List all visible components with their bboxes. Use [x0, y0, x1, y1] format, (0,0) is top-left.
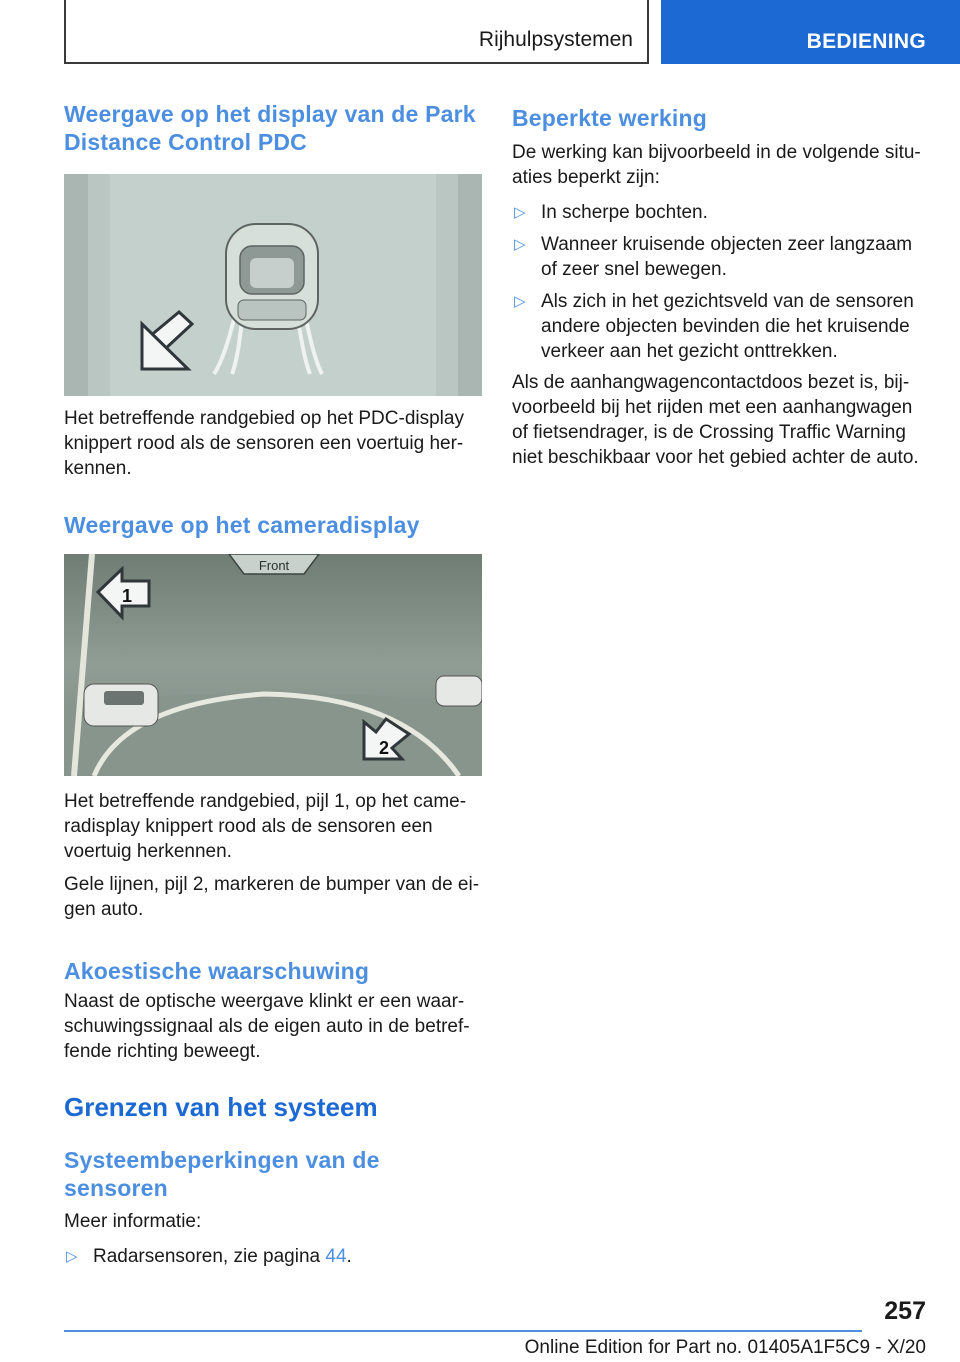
pdc-display-figure — [64, 174, 482, 396]
limited-intro: De werking kan bijvoorbeeld in de volgende situ-aties beperkt zijn: — [512, 142, 921, 188]
edition-footer: Online Edition for Part no. 01405A1F5C9 - X/20 — [524, 1337, 926, 1358]
page-number: 257 — [884, 1297, 926, 1325]
limits-heading: Grenzen van het systeem — [64, 1092, 378, 1122]
arrow-label-2: 2 — [379, 738, 390, 758]
acoustic-text: Naast de optische weergave klinkt er een waar-schuwingssignaal als de eigen auto in de betref-fende richting beweegt. — [64, 991, 470, 1062]
camera-text-2: Gele lijnen, pijl 2, markeren de bumper van de ei-gen auto. — [64, 874, 480, 920]
chapter-tab[interactable] — [661, 0, 960, 64]
bullet-text: Als zich in het gezichtsveld van de sensoren andere objecten bevinden die het kruisende verkeer aan het gezicht onttrekken. — [541, 291, 914, 362]
trailer-text: Als de aanhangwagencontactdoos bezet is, bij-voorbeeld bij het rijden met een aanhangwagen of fietsendrager, is de Crossing Traffic Warning niet beschikbaar voor het gebied achter de auto. — [512, 372, 919, 468]
camera-text-1: Het betreffende randgebied, pijl 1, op het came-radisplay knippert rood als de sensoren een voertuig herkennen. — [64, 791, 467, 862]
page-link-44[interactable]: 44 — [325, 1246, 347, 1267]
list-item — [512, 232, 932, 282]
camera-display-figure — [64, 554, 482, 776]
camera-heading: Weergave op het cameradisplay — [64, 512, 420, 538]
list-item — [512, 200, 932, 225]
bullet-triangle-icon: ▷ — [514, 293, 526, 310]
radar-bullet-end: . — [346, 1246, 352, 1267]
sensor-limits-heading: Systeembeperkingen van de sensoren — [64, 1147, 380, 1201]
acoustic-heading: Akoestische waarschuwing — [64, 958, 370, 984]
bullet-text: In scherpe bochten. — [541, 202, 708, 223]
pdc-heading: Weergave op het display van de Park Distance Control PDC — [64, 101, 476, 155]
bullet-triangle-icon: ▷ — [514, 236, 526, 253]
left-column — [64, 100, 482, 1269]
footer-rule — [64, 1330, 862, 1332]
bullet-triangle-icon: ▷ — [66, 1248, 78, 1265]
list-item — [512, 289, 932, 364]
bullet-text: Wanneer kruisende objecten zeer langzaam of zeer snel bewegen. — [541, 234, 913, 280]
chapter-label: BEDIENING — [806, 30, 926, 53]
header-section-box — [64, 0, 649, 64]
radar-bullet-text: Radarsensoren, zie pagina — [93, 1246, 321, 1267]
list-item-radar — [64, 1244, 482, 1269]
section-label: Rijhulpsystemen — [478, 28, 633, 51]
arrow-label-1: 1 — [122, 586, 133, 606]
right-column — [512, 100, 932, 470]
limited-heading: Beperkte werking — [512, 105, 707, 131]
more-info-text: Meer informatie: — [64, 1211, 202, 1232]
pdc-text: Het betreffende randgebied op het PDC-display knippert rood als de sensoren een voertuig her-kennen. — [64, 408, 464, 479]
front-label: Front — [258, 558, 290, 573]
bullet-triangle-icon: ▷ — [514, 204, 526, 221]
